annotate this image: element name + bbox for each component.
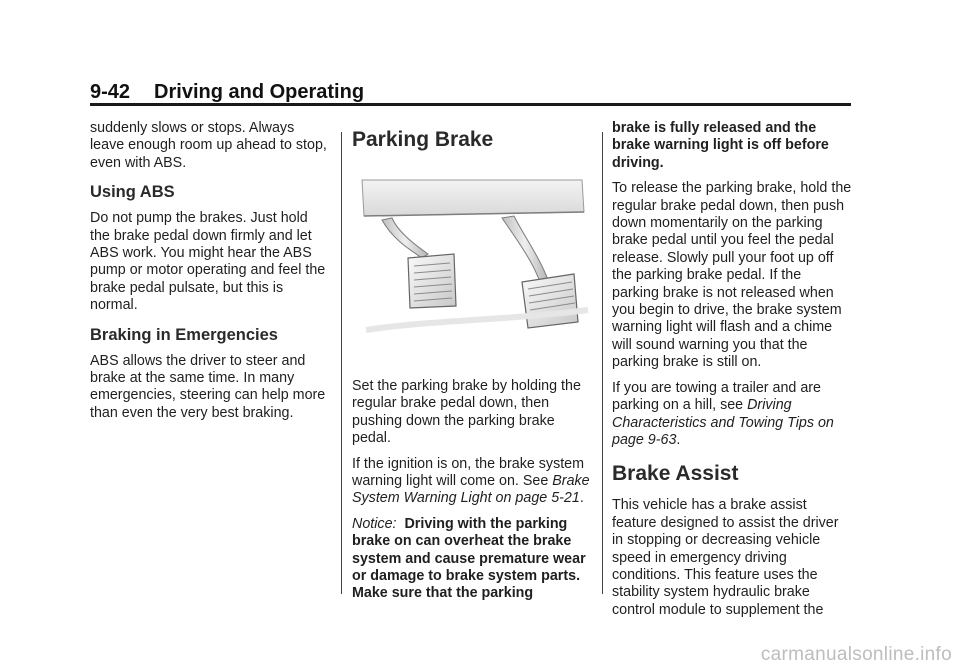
paragraph-braking-in-emergencies: ABS allows the driver to steer and brake at the same time. In many emergencies, steering can help more than even the very best braking. bbox=[90, 352, 326, 421]
paragraph-brake-assist: This vehicle has a brake assist feature designed to assist the driver in stopping or decreasing vehicle speed in emergency driving conditions. This feature uses the stability system hydraulic brake control module to supplement the bbox=[612, 497, 839, 618]
notice-text: Driving with the parking brake on can overheat the brake system and cause premature wear or damage to brake system parts. Make sure that the parking bbox=[352, 515, 586, 602]
heading-braking-in-emergencies: Braking in Emergencies bbox=[90, 325, 278, 344]
notice-label: Notice: bbox=[352, 515, 397, 532]
heading-parking-brake: Parking Brake bbox=[352, 128, 494, 151]
notice-paragraph bbox=[352, 516, 592, 603]
heading-using-abs: Using ABS bbox=[90, 183, 175, 202]
column-3 bbox=[612, 120, 852, 627]
paragraph-warning-light: If the ignition is on, the brake system warning light will come on. See Brake System Warning Light on page 5-21. bbox=[352, 455, 590, 507]
page-number: 9-42 bbox=[90, 81, 131, 103]
pedals-icon bbox=[352, 170, 590, 346]
column-divider-1 bbox=[341, 132, 342, 594]
notice-continued: brake is fully released and the brake warning light is off before driving. bbox=[612, 120, 829, 171]
heading-brake-assist: Brake Assist bbox=[612, 462, 739, 486]
paragraph-release-parking-brake: To release the parking brake, hold the regular brake pedal down, then push down momentarily on the parking brake pedal until you feel the pedal release. Slowly pull your foot up off the parking brake pedal. If the parking brake is not released when you begin to drive, the brake system warning light will flash and a chime will sound warning you that the parking brake is still on. bbox=[612, 180, 852, 371]
column-divider-2 bbox=[602, 132, 603, 594]
paragraph-abs-continued: suddenly slows or stops. Always leave enough room up ahead to stop, even with ABS. bbox=[90, 120, 327, 171]
brake-pedals-illustration bbox=[352, 170, 590, 346]
paragraph-set-parking-brake: Set the parking brake by holding the regular brake pedal down, then pushing down the parking brake pedal. bbox=[352, 378, 581, 447]
paragraph-using-abs: Do not pump the brakes. Just hold the brake pedal down firmly and let ABS work. You might hear the ABS pump or motor operating and feel the brake pedal pulsate, but this is normal. bbox=[90, 210, 326, 314]
column-1 bbox=[90, 120, 330, 430]
watermark: carmanualsonline.info bbox=[760, 644, 952, 665]
section-title: Driving and Operating bbox=[154, 81, 365, 103]
header-rule bbox=[90, 103, 851, 106]
paragraph-towing-hill: If you are towing a trailer and are parking on a hill, see Driving Characteristics and Towing Tips on page 9-63. bbox=[612, 379, 834, 448]
link-driving-characteristics[interactable]: Driving Characteristics and Towing Tips on page 9-63 bbox=[612, 397, 834, 448]
link-brake-system-warning-light[interactable]: Brake System Warning Light on page 5-21 bbox=[352, 473, 590, 507]
page-header bbox=[90, 80, 850, 104]
